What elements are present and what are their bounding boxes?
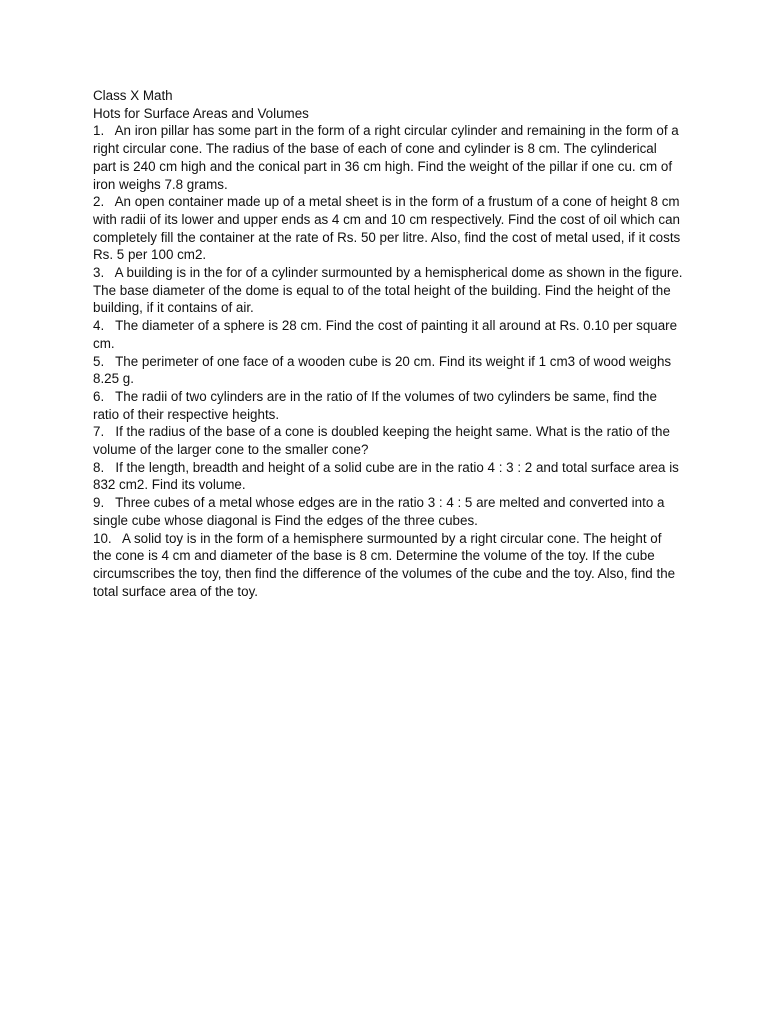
- question-number: 2.: [93, 194, 105, 210]
- question-number: 10.: [93, 530, 112, 546]
- question-text: A solid toy is in the form of a hemisphere surmounted by a right circular cone. The height of the cone is 4 cm and diameter of the base is 8 cm. Determine the volume of the toy. If the cube circumscribes the toy, then find the difference of the volumes of the cube and the toy. Also, find the total surface area of the toy.: [93, 530, 676, 599]
- question-item: [93, 530, 683, 601]
- question-number: 1.: [93, 123, 105, 139]
- question-text: An open container made up of a metal sheet is in the form of a frustum of a cone of height 8 cm with radii of its lower and upper ends as 4 cm and 10 cm respectively. Find the cost of oil which can completely fill the container at the rate of Rs. 50 per litre. Also, find the cost of metal used, if it costs Rs. 5 per 100 cm2.: [93, 194, 681, 263]
- question-text: An iron pillar has some part in the form of a right circular cylinder and remaining in the form of a right circular cone. The radius of the base of each of cone and cylinder is 8 cm. The cylinderical part is 240 cm high and the conical part in 36 cm high. Find the weight of the pillar if one cu. cm of iron weighs 7.8 grams.: [93, 123, 679, 192]
- question-item: [93, 264, 683, 317]
- question-number: 4.: [93, 318, 105, 334]
- question-number: 7.: [93, 424, 105, 440]
- question-number: 6.: [93, 388, 105, 404]
- question-text: Three cubes of a metal whose edges are in the ratio 3 : 4 : 5 are melted and converted into a single cube whose diagonal is Find the edges of the three cubes.: [93, 495, 665, 528]
- question-item: [93, 459, 683, 494]
- document-subtitle: Hots for Surface Areas and Volumes: [93, 105, 309, 121]
- question-item: [93, 317, 683, 352]
- question-number: 9.: [93, 495, 105, 511]
- question-text: The diameter of a sphere is 28 cm. Find the cost of painting it all around at Rs. 0.10 per square cm.: [93, 318, 678, 351]
- question-item: [93, 494, 683, 529]
- question-text: If the radius of the base of a cone is doubled keeping the height same. What is the ratio of the volume of the larger cone to the smaller cone?: [93, 424, 670, 458]
- question-number: 5.: [93, 353, 105, 369]
- document-title: Class X Math: [93, 88, 173, 103]
- question-item: [93, 353, 683, 388]
- question-item: [93, 193, 683, 264]
- document-page: [93, 87, 683, 600]
- question-item: [93, 122, 683, 193]
- question-item: [93, 388, 683, 423]
- question-text: If the length, breadth and height of a solid cube are in the ratio 4 : 3 : 2 and total surface area is 832 cm2. Find its volume.: [93, 459, 679, 493]
- question-number: 3.: [93, 265, 105, 281]
- question-number: 8.: [93, 459, 105, 475]
- question-text: The radii of two cylinders are in the ratio of If the volumes of two cylinders be same, find the ratio of their respective heights.: [93, 388, 657, 422]
- question-item: [93, 423, 683, 458]
- question-text: A building is in the for of a cylinder surmounted by a hemispherical dome as shown in the figure. The base diameter of the dome is equal to of the total height of the building. Find the height of the building, if it contains of air.: [93, 265, 683, 316]
- question-text: The perimeter of one face of a wooden cube is 20 cm. Find its weight if 1 cm3 of wood weighs 8.25 g.: [93, 353, 672, 387]
